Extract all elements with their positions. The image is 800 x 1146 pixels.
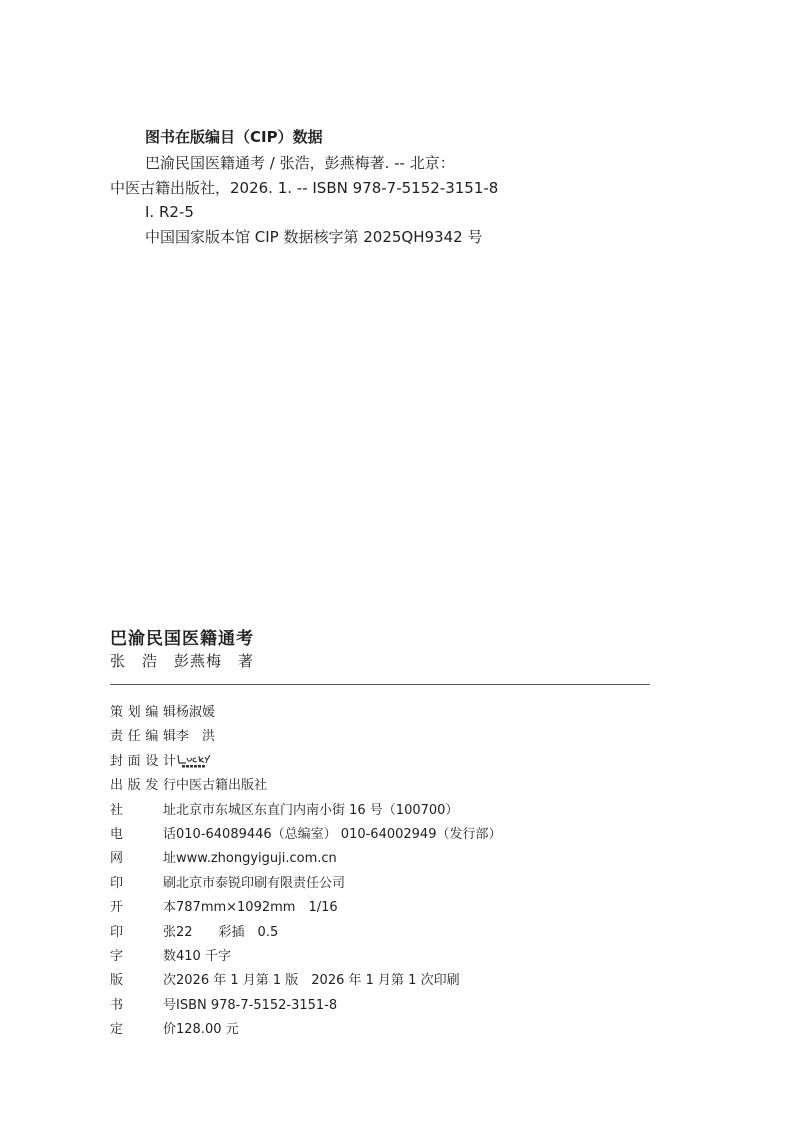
colophon-value [176, 750, 212, 774]
colophon-row [110, 969, 501, 993]
colophon-value: www.zhongyiguji.com.cn [176, 851, 337, 867]
cip-line-4: 中国国家版本馆 CIP 数据核字第 2025QH9342 号 [145, 228, 483, 246]
cip-line-3: Ⅰ. R2-5 [145, 203, 194, 221]
colophon-label: 印 张 [110, 924, 176, 940]
colophon-value: 787mm×1092mm 1/16 [176, 900, 338, 916]
colophon-row [110, 750, 501, 774]
colophon-label: 网 址 [110, 851, 176, 867]
colophon-row [110, 1018, 501, 1042]
colophon-label: 封面设计 [110, 753, 176, 769]
colophon-value: 22 彩插 0.5 [176, 924, 279, 940]
colophon-label: 定 价 [110, 1022, 176, 1038]
colophon-label: 开 本 [110, 900, 176, 916]
colophon-row [110, 823, 501, 847]
colophon-value: ISBN 978-7-5152-3151-8 [176, 997, 338, 1013]
colophon-value: 2026 年 1 月第 1 版 2026 年 1 月第 1 次印刷 [176, 973, 460, 989]
divider [110, 684, 650, 685]
colophon-row [110, 872, 501, 896]
colophon-row [110, 921, 501, 945]
cip-line-2: 中医古籍出版社，2026. 1. -- ISBN 978-7-5152-3151-8 [110, 179, 499, 197]
colophon-label: 书 号 [110, 997, 176, 1013]
colophon-value: 128.00 元 [176, 1022, 239, 1038]
colophon-label: 出版发行 [110, 778, 176, 794]
colophon-row [110, 701, 501, 725]
colophon-row [110, 945, 501, 969]
colophon-label: 社 址 [110, 802, 176, 818]
colophon-row [110, 725, 501, 749]
colophon-row [110, 994, 501, 1018]
colophon-label: 印 刷 [110, 875, 176, 891]
colophon-value: 010-64089446（总编室） 010-64002949（发行部） [176, 826, 502, 842]
lucky-design-logo-icon [176, 753, 212, 769]
colophon-label: 字 数 [110, 948, 176, 964]
colophon-list [110, 701, 501, 1042]
cip-line-1: 巴渝民国医籍通考 / 张浩，彭燕梅著. -- 北京： [145, 154, 455, 172]
colophon-row [110, 774, 501, 798]
colophon-label: 版 次 [110, 973, 176, 989]
colophon-value: 北京市东城区东直门内南小街 16 号（100700） [176, 802, 459, 818]
colophon-value: 北京市泰锐印刷有限责任公司 [176, 875, 346, 891]
colophon-value: 李 洪 [176, 729, 216, 745]
colophon-value: 杨淑媛 [176, 705, 216, 720]
colophon-label: 责任编辑 [110, 729, 176, 745]
cip-heading: 图书在版编目（CIP）数据 [145, 128, 323, 146]
colophon-row [110, 847, 501, 871]
book-authors: 张 浩 彭燕梅 著 [110, 652, 255, 670]
colophon-label: 电 话 [110, 826, 176, 842]
colophon-value: 410 千字 [176, 948, 231, 964]
colophon-value: 中医古籍出版社 [176, 778, 268, 794]
colophon-row [110, 799, 501, 823]
colophon-row [110, 896, 501, 920]
book-title: 巴渝民国医籍通考 [110, 629, 254, 649]
colophon-label: 策划编辑 [110, 705, 176, 720]
